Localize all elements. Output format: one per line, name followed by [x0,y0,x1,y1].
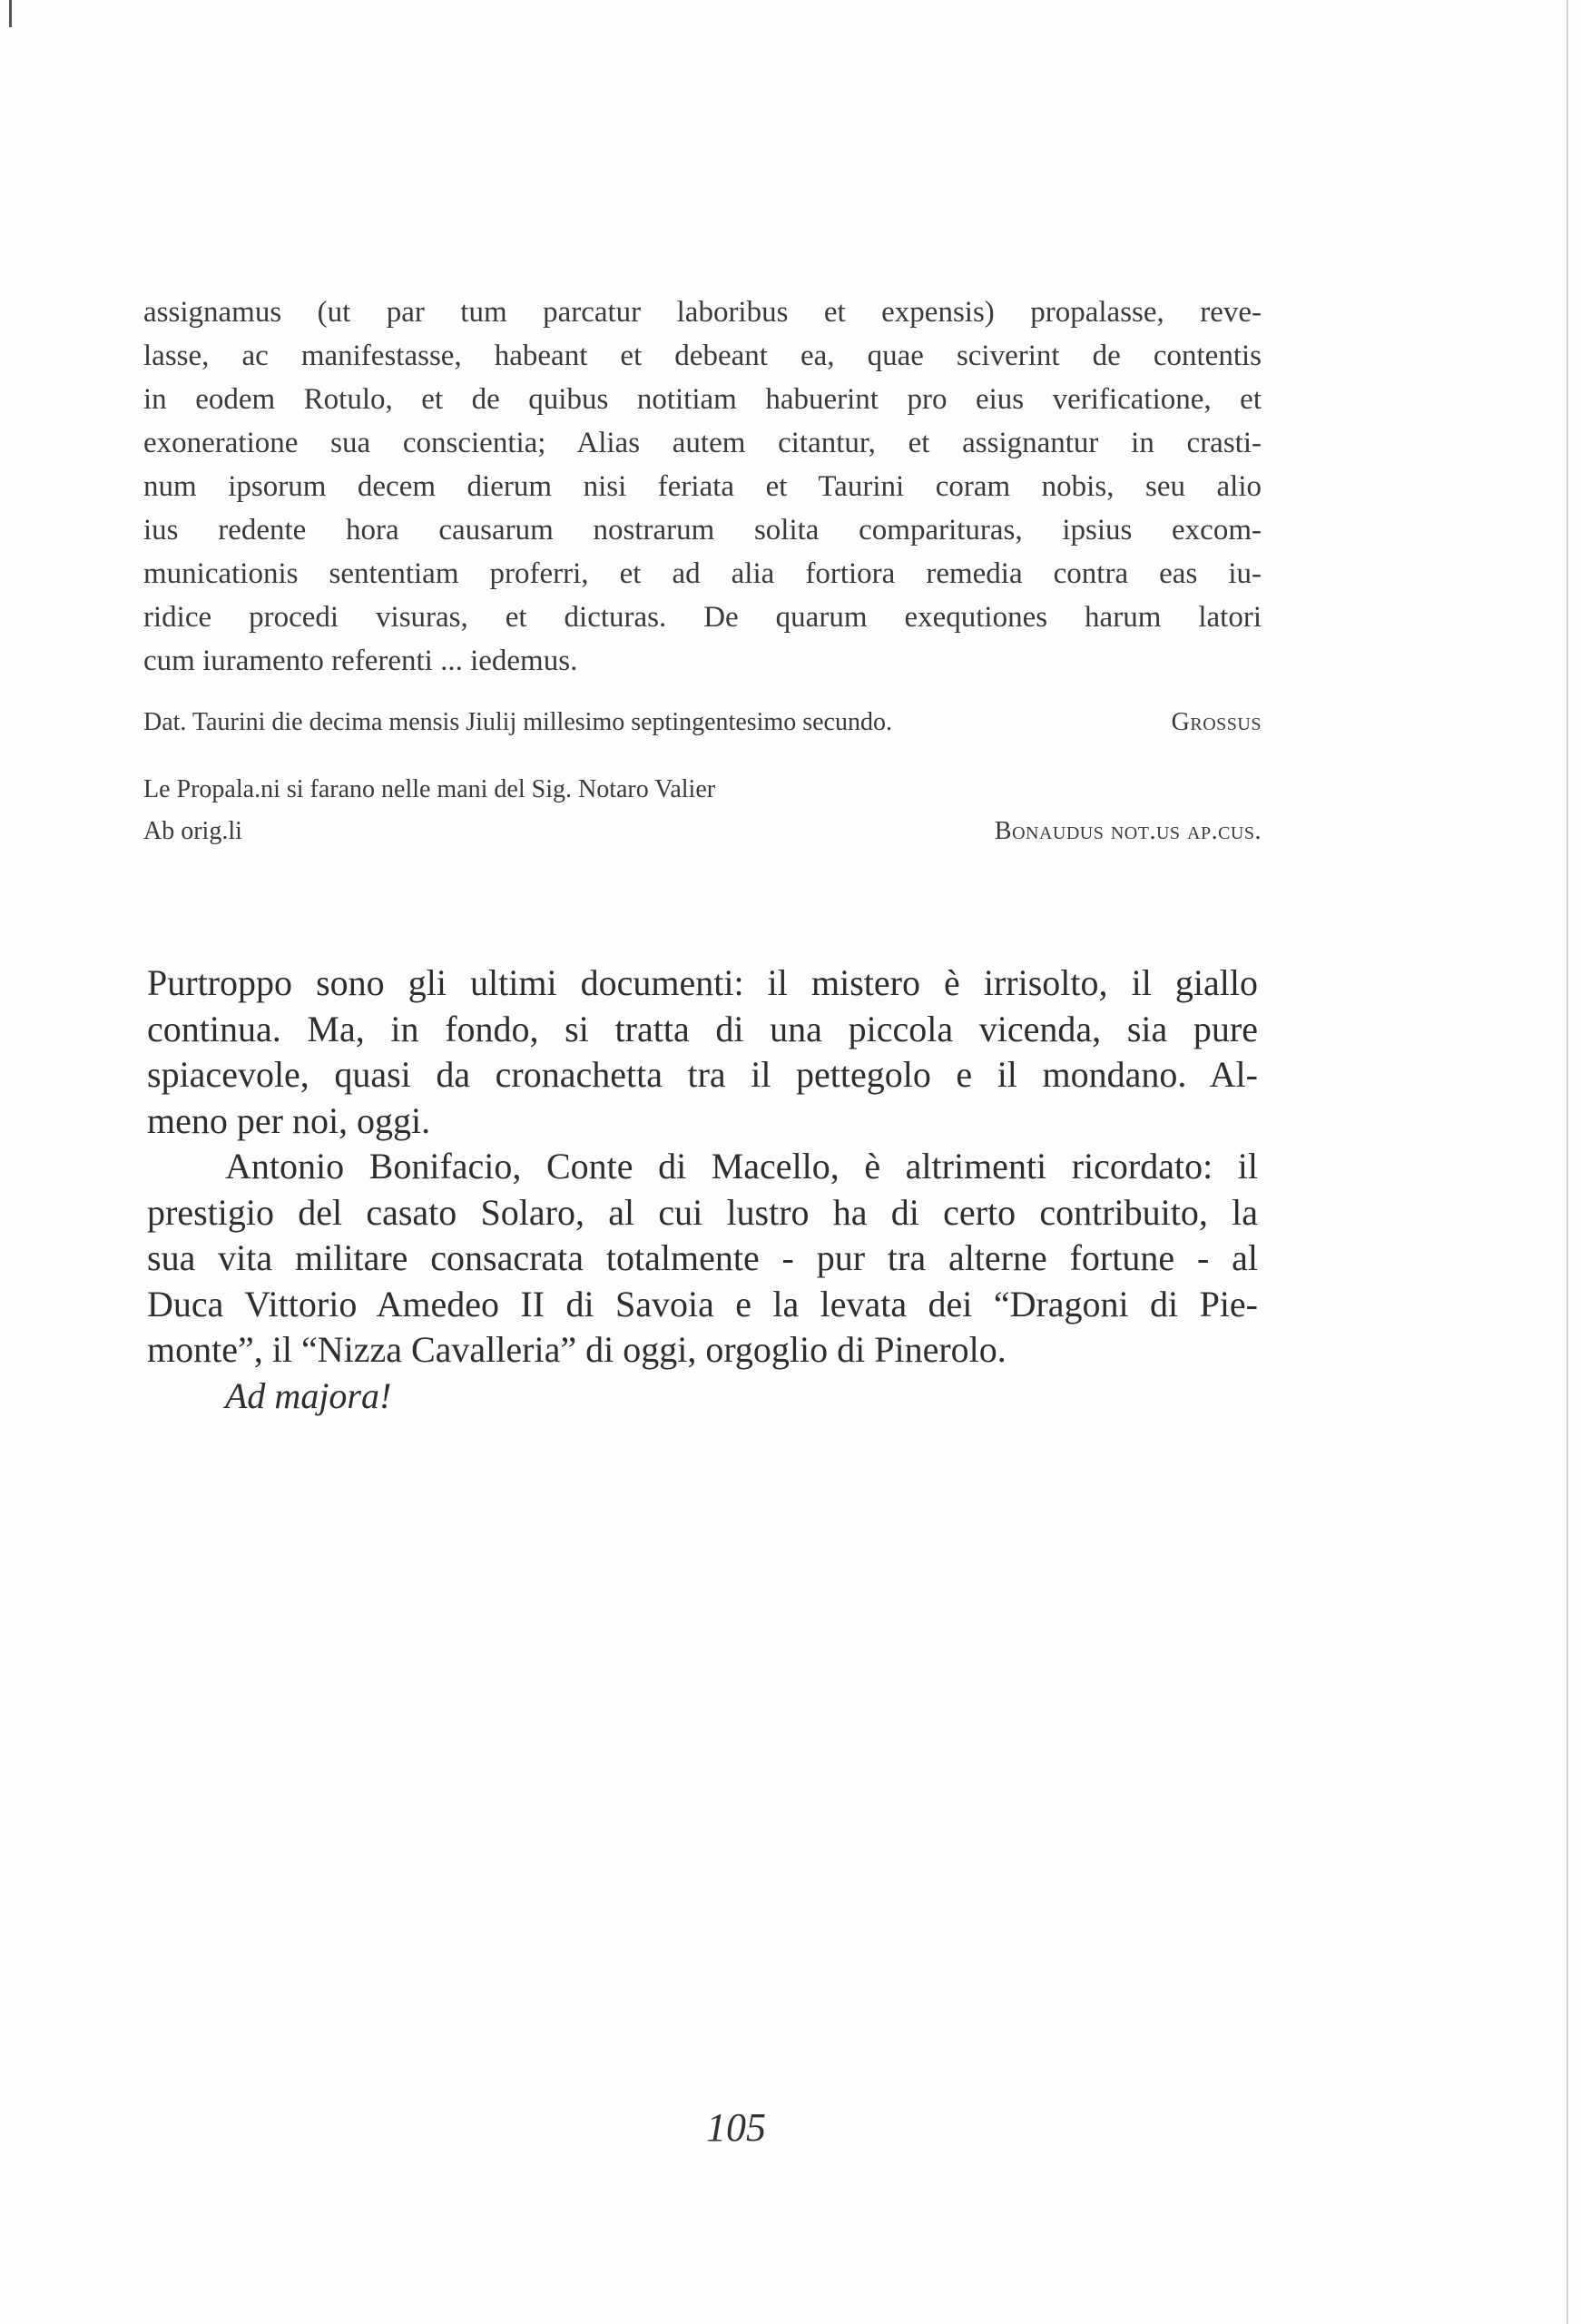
dated-line [143,706,1262,739]
paragraph-line: prestigio del casato Solaro, al cui lustro ha di certo contribuito, la [147,1191,1258,1233]
scan-edge-mark [9,0,12,27]
latin-line: ius redente hora causarum nostrarum solita comparituras, ipsius excom- [143,514,1262,547]
latin-line: in eodem Rotulo, et de quibus notitiam habuerint pro eius verificatione, et [143,383,1262,416]
paragraph-line: continua. Ma, in fondo, si tratta di una piccola vicenda, sia pure [147,1008,1258,1049]
latin-line: assignamus (ut par tum parcatur laboribus et expensis) propalasse, reve- [143,296,1262,329]
closing-line: Ad majora! [225,1374,392,1416]
scan-edge-line [1566,0,1568,2324]
date-text: Dat. Taurini die decima mensis Jiulij millesimo septingentesimo secundo. [143,708,892,736]
paragraph-line: meno per noi, oggi. [147,1099,431,1141]
signature-bonaudus: Bonaudus not.us ap.cus. [994,817,1262,845]
latin-line: num ipsorum decem dierum nisi feriata et Taurini coram nobis, seu alio [143,470,1262,503]
signature-grossus: Grossus [1171,708,1262,736]
latin-line: ridice procedi visuras, et dicturas. De quarum exequtiones harum latori [143,601,1262,634]
paragraph-line: monte”, il “Nizza Cavalleria” di oggi, orgoglio di Pinerolo. [147,1329,1007,1370]
notary-note-line: Le Propala.ni si farano nelle mani del Sig. Notaro Valier [143,775,716,803]
latin-line: cum iuramento referenti ... iedemus. [143,645,578,677]
latin-line: lasse, ac manifestasse, habeant et debeant ea, quae sciverint de contentis [143,340,1262,372]
paragraph-line: Duca Vittorio Amedeo II di Savoia e la levata dei “Dragoni di Pie- [147,1283,1258,1324]
latin-quotation [143,290,1262,683]
page-number: 105 [706,2105,766,2150]
paragraph-line: Purtroppo sono gli ultimi documenti: il mistero è irrisolto, il giallo [147,962,1258,1003]
commentary-text [147,960,1258,1419]
latin-line: municationis sententiam proferri, et ad alia fortiora remedia contra eas iu- [143,557,1262,590]
paragraph-line: spiacevole, quasi da cronachetta tra il pettegolo e il mondano. Al- [147,1054,1258,1095]
origin-line [143,815,1262,848]
paragraph-line: Antonio Bonifacio, Conte di Macello, è altrimenti ricordato: il [225,1146,1258,1187]
latin-line: exoneratione sua conscientia; Alias autem citantur, et assignantur in crasti- [143,427,1262,459]
paragraph-line: sua vita militare consacrata totalmente - pur tra alterne fortune - al [147,1237,1258,1278]
origin-text: Ab orig.li [143,817,242,845]
